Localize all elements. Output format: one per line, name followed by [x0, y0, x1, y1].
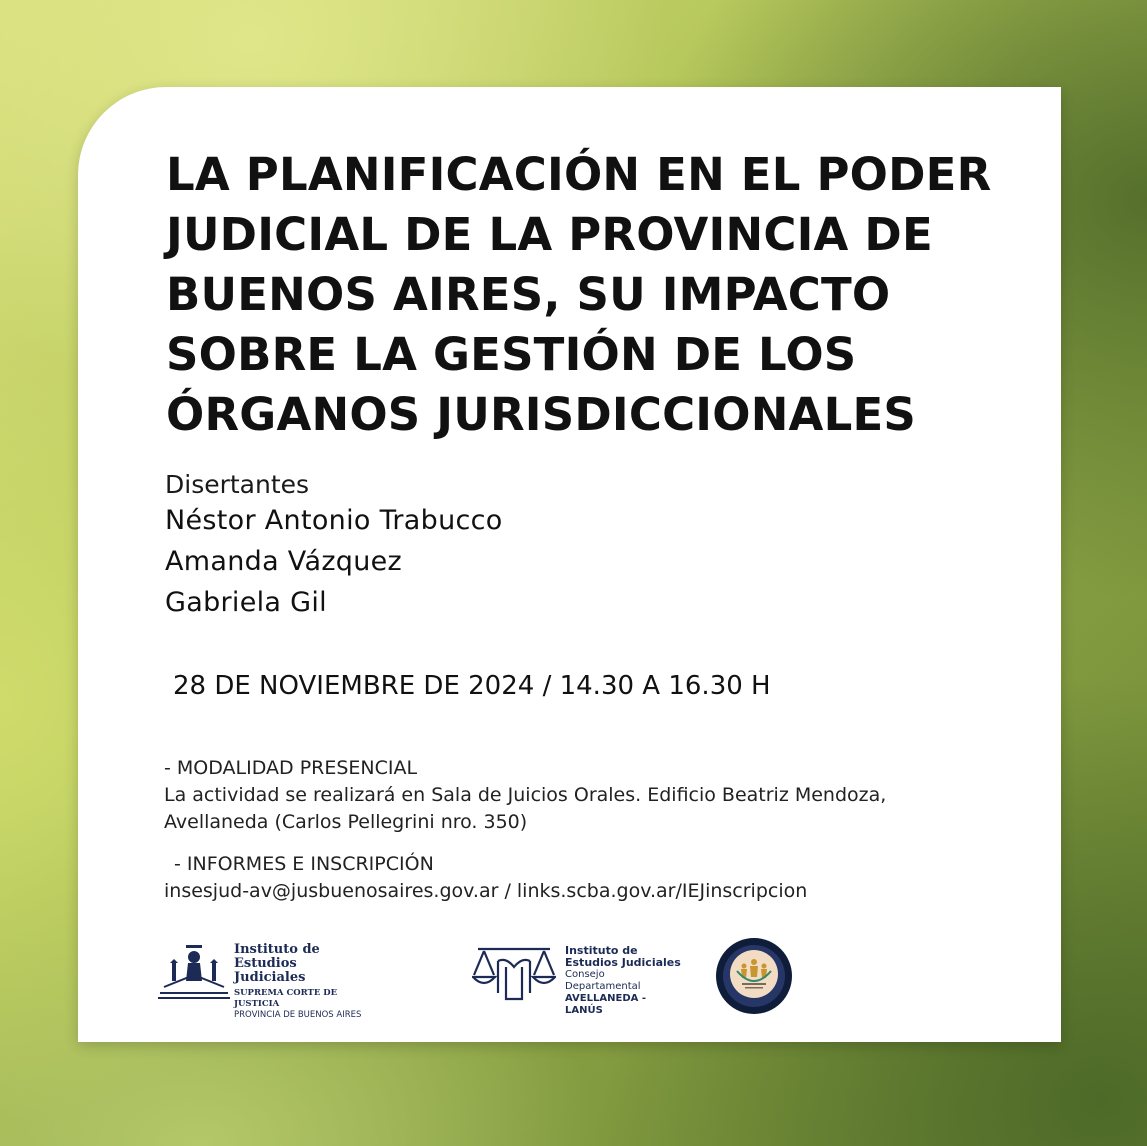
- logo-iej-scba: [156, 942, 366, 1020]
- speaker-name: Néstor Antonio Trabucco: [165, 505, 503, 536]
- logo1-line: PROVINCIA DE BUENOS AIRES: [234, 1010, 362, 1020]
- registration-heading: - INFORMES E INSCRIPCIÓN: [174, 853, 434, 875]
- event-date: 28 DE NOVIEMBRE DE 2024 / 14.30 A 16.30 H: [173, 671, 771, 701]
- title-line: ÓRGANOS JURISDICCIONALES: [166, 388, 917, 441]
- logo2-line: AVELLANEDA - LANÚS: [565, 993, 646, 1016]
- speakers-block: [165, 470, 503, 623]
- event-card: [78, 87, 1061, 1042]
- speakers-label: Disertantes: [165, 470, 310, 499]
- title-line: BUENOS AIRES, SU IMPACTO: [166, 268, 891, 321]
- speaker-name: Gabriela Gil: [165, 587, 327, 618]
- event-title: [166, 145, 1046, 445]
- registration-contact[interactable]: insesjud-av@jusbuenosaires.gov.ar / links.scba.gov.ar/IEJinscripcion: [164, 880, 808, 902]
- registration-block: [164, 851, 807, 905]
- logo2-line: Consejo Departamental: [565, 969, 641, 992]
- title-line: SOBRE LA GESTIÓN DE LOS: [166, 328, 857, 381]
- modality-block: [164, 755, 886, 836]
- modality-line: Avellaneda (Carlos Pellegrini nro. 350): [164, 811, 528, 833]
- scales-of-justice-icon: [472, 945, 556, 1005]
- modality-heading: - MODALIDAD PRESENCIAL: [164, 757, 418, 779]
- logo-iej-avellaneda-lanus: [472, 944, 682, 1016]
- round-badge-logo: [715, 937, 793, 1015]
- people-emblem-icon: [715, 937, 793, 1015]
- title-line: LA PLANIFICACIÓN EN EL PODER: [166, 148, 992, 201]
- modality-line: La actividad se realizará en Sala de Juicios Orales. Edificio Beatriz Mendoza,: [164, 784, 887, 806]
- logo2-line: Estudios Judiciales: [565, 956, 681, 969]
- logo1-line: SUPREMA CORTE DE JUSTICIA: [234, 988, 338, 1009]
- logo1-line: Estudios Judiciales: [234, 956, 306, 985]
- logo2-line: Instituto de: [565, 944, 638, 957]
- logo1-line: Instituto de: [234, 942, 320, 957]
- title-line: JUDICIAL DE LA PROVINCIA DE: [166, 208, 933, 261]
- speaker-name: Amanda Vázquez: [165, 546, 403, 577]
- logos-row: [156, 935, 776, 1025]
- courthouse-emblem-icon: [156, 943, 232, 1001]
